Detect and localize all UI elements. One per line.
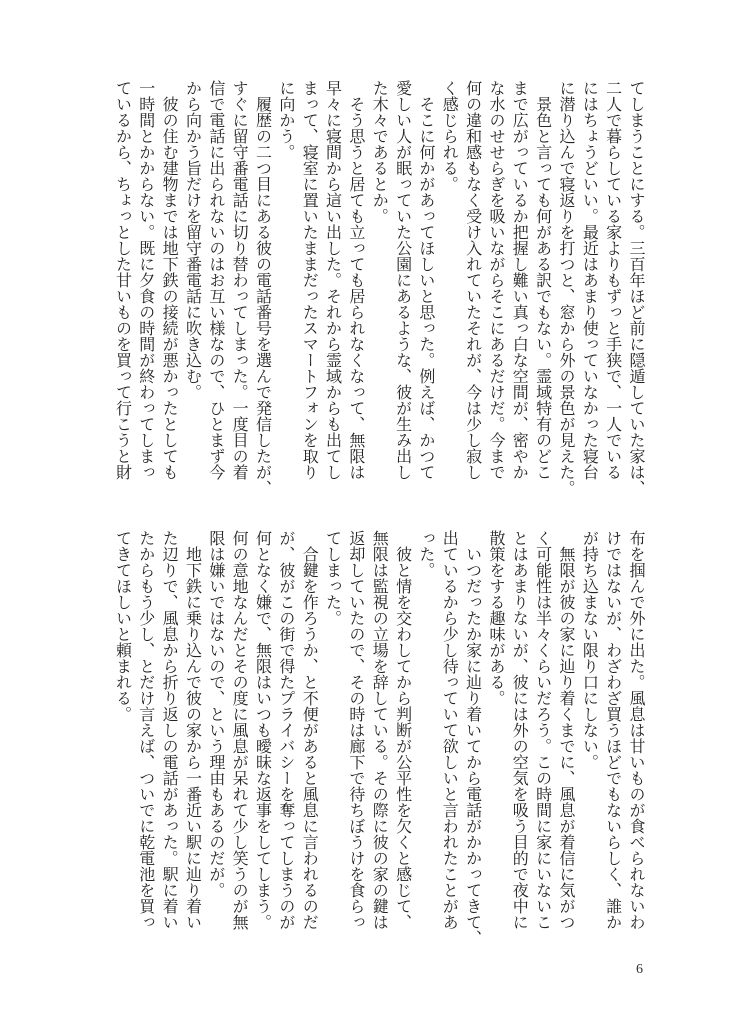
text-column: く感じられる。 (440, 80, 460, 192)
text-column: 何となく嫌で、無限はいつも曖昧な返事をしてしまう。 (253, 530, 273, 930)
text-column: 愛しい人が眠っていた公園にあるような、彼が生み出し (393, 80, 413, 480)
text-column: に向かう。 (276, 80, 296, 160)
text-column: けではないが、わざわざ買うほどでもないらしく、誰か (603, 530, 623, 930)
text-column: 二人で暮らしている家よりもずっと手狭で、一人でいる (603, 80, 623, 480)
text-column: 何の違和感もなく受け入れていたそれが、今は少し寂し (463, 80, 483, 480)
text-column: 布を掴んで外に出た。風息は甘いものが食べられないわ (627, 530, 646, 930)
text-column: 出ているから少し待っていて欲しいと言われたことがあ (440, 530, 460, 930)
text-block-top (111, 80, 648, 496)
text-column: 散策をする趣味がある。 (486, 530, 506, 706)
text-column: まって、寝室に置いたままだったスマートフォンを取り (300, 80, 320, 480)
text-column: 合鍵を作ろうか、と不便があると風息に言われるのだ (300, 530, 320, 930)
text-column: 一時間とかからない。既に夕食の時間が終わってしまっ (136, 80, 156, 480)
text-column: く可能性は半々くらいだろう。この時間に家にいないこ (533, 530, 553, 930)
text-column: 何の意地なんだとその度に風息が呆れて少し笑うのが無 (230, 530, 250, 930)
text-column: 早々に寝間から這い出した。それから霊域からも出てし (323, 80, 343, 480)
text-column: から向かう旨だけを留守番電話に吹き込む。 (183, 80, 203, 400)
text-column: 信で電話に出られないのはお互い様なので、ひとまず今 (206, 80, 226, 480)
text-column: 無限は監視の立場を辞している。その際に彼の家の鍵は (370, 530, 390, 930)
text-column: 彼の住む建物までは地下鉄の接続が悪かったとしても (160, 80, 180, 480)
text-column: た辺りで、風息から折り返しの電話があった。駅に着い (160, 530, 180, 930)
text-column: にはちょうどいい。最近はあまり使っていなかった寝台 (580, 80, 600, 480)
text-column: が持ち込まない限り口にしない。 (580, 530, 600, 770)
text-column: そこに何かがあってほしいと思った。例えば、かつて (416, 80, 436, 480)
page-number: 6 (636, 962, 643, 977)
text-column: 限は嫌いではないので、という理由もあるのだが。 (206, 530, 226, 898)
text-column: 地下鉄に乗り込んで彼の家から一番近い駅に辿り着い (183, 530, 203, 930)
text-column: に潜り込んで寝返りを打つと、窓から外の景色が見えた。 (556, 80, 576, 496)
text-column: 返却していたので、その時は廊下で待ちぼうけを食らっ (346, 530, 366, 930)
text-column: 履歴の二つ目にある彼の電話番号を選んで発信したが、 (253, 80, 273, 496)
text-column: た木々であるとか。 (370, 80, 390, 224)
text-column: が、彼がこの街で得たプライバシーを奪ってしまうのが (276, 530, 296, 930)
text-column: 彼と情を交わしてから判断が公平性を欠くと感じて、 (393, 530, 413, 930)
text-column: てしまうことにする。三百年ほど前に隠遁していた家は、 (627, 80, 646, 496)
text-column: そう思うと居ても立っても居られなくなって、無限は (346, 80, 366, 480)
text-column: とはあまりないが、彼には外の空気を吸う目的で夜中に (510, 530, 530, 930)
text-column: てしまった。 (323, 530, 343, 626)
text-column: な水のせせらぎを吸いながらそこにあるだけだ。今まで (486, 80, 506, 480)
text-column: ているから、ちょっとした甘いものを買って行こうと財 (113, 80, 133, 480)
text-column: 無限が彼の家に辿り着くまでに、風息が着信に気がつ (556, 530, 576, 930)
text-block-bottom (111, 530, 648, 946)
text-column: たからもう少し、とだけ言えば、ついでに乾電池を買っ (136, 530, 156, 930)
text-column: った。 (416, 530, 436, 578)
text-column: いつだったか家に辿り着いてから電話がかかってきて、 (463, 530, 483, 946)
text-column: 景色と言っても何がある訳でもない。霊域特有のどこ (533, 80, 553, 480)
text-column: すぐに留守番電話に切り替わってしまった。一度目の着 (230, 80, 250, 480)
text-column: てきてほしいと頼まれる。 (113, 530, 133, 722)
text-column: まで広がっているか把握し難い真っ白な空間が、密やか (510, 80, 530, 480)
